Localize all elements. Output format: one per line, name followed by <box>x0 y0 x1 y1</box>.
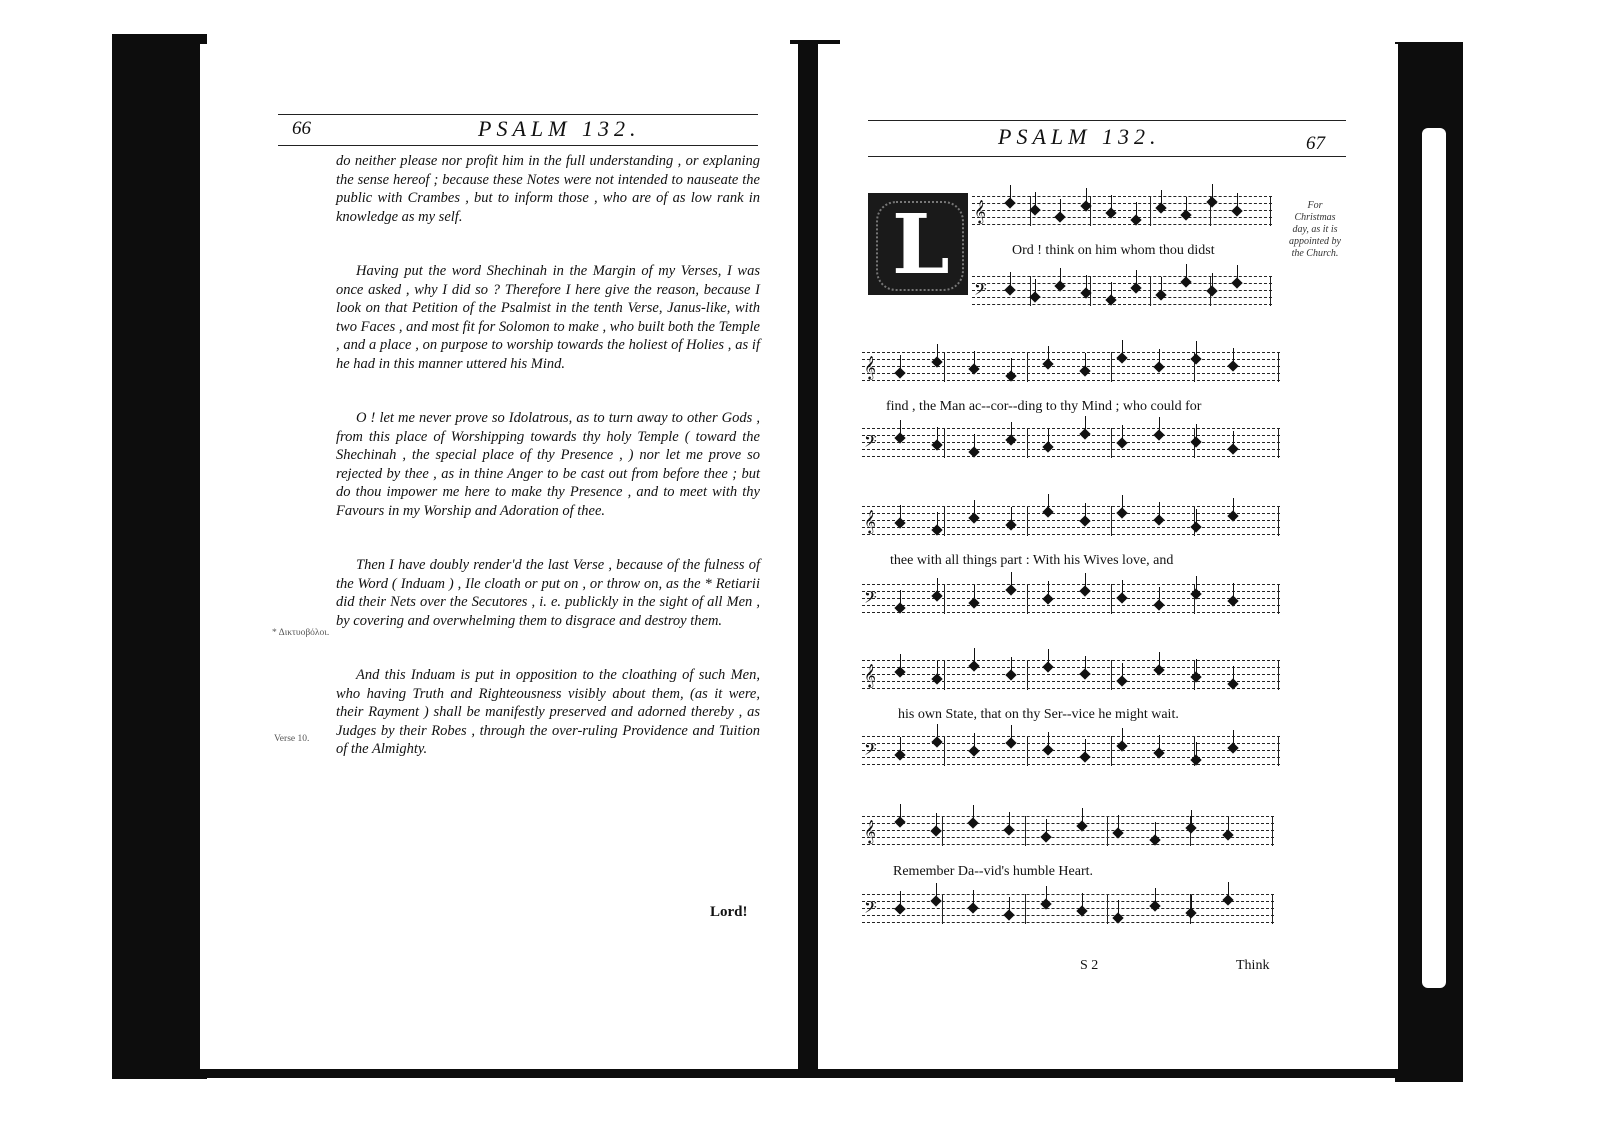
music-staff <box>862 736 1280 766</box>
clef-glyph: 𝄢 <box>864 431 877 455</box>
left-folio: 66 <box>292 118 311 139</box>
left-body-text <box>336 152 760 795</box>
music-staff <box>862 506 1280 536</box>
music-staff <box>862 660 1280 690</box>
clef-glyph: 𝄞 <box>864 509 876 533</box>
clef-glyph: 𝄞 <box>974 199 986 223</box>
music-staff <box>862 894 1274 924</box>
right-folio: 67 <box>1306 133 1325 154</box>
left-running-head: PSALM 132. <box>478 116 641 141</box>
clef-glyph: 𝄢 <box>864 739 877 763</box>
clef-glyph: 𝄢 <box>864 587 877 611</box>
ornamental-drop-cap <box>868 193 968 295</box>
paragraph-5: And this Induam is put in opposition to the cloathing of such Men, who having Truth and Righteousness visibly about them, (as it were, their Rayment ) shall be manifestly preserved and adorned thereby , as Judges by their Robes , through the over-ruling Providence and Tuition of the Almighty. <box>336 667 760 757</box>
header-rule-top <box>278 114 758 115</box>
paragraph-2: Having put the word Shechinah in the Margin of my Verses, I was once asked , why I did so ? Therefore I here give the reason, because I look on that Petition of the Psalmist in the tenth Verse, Janus-like, with two Faces , and most fit for Solomon to make , who built both the Temple , and a place , on purpose to worship towards the holiest of Holies , as if he had in this manner uttered his Mind. <box>336 263 760 372</box>
right-running-head: PSALM 132. <box>998 124 1161 149</box>
clef-glyph: 𝄞 <box>864 663 876 687</box>
music-staff <box>862 428 1280 458</box>
clef-glyph: 𝄞 <box>864 819 876 843</box>
right-header-rule-bottom <box>868 156 1346 157</box>
margin-note-greek: * Δικτυοβόλοι. <box>272 628 330 638</box>
music-staff <box>862 816 1274 846</box>
margin-note-verse: Verse 10. <box>274 734 310 744</box>
clef-glyph: 𝄢 <box>864 897 877 921</box>
music-staff <box>972 196 1272 226</box>
music-staff <box>862 584 1280 614</box>
lyrics-line-1: Ord ! think on him whom thou didst <box>1012 243 1215 258</box>
right-header-rule-top <box>868 120 1346 121</box>
lyrics-line-4: his own State, that on thy Ser--vice he might wait. <box>898 707 1179 722</box>
paragraph-4: Then I have doubly render'd the last Verse , because of the fulness of the Word ( Induam ) , Ile cloath or put on , or throw on, as the * Retiarii did their Nets over the Secutores , i. e. publickly in the sight of all Men , by covering and overwhelming them to disgrace and destroy them. <box>336 557 760 629</box>
drop-cap-letter: L <box>892 197 950 293</box>
music-staff <box>972 276 1272 306</box>
paragraph-3: O ! let me never prove so Idolatrous, as to turn away to other Gods , from this place of Worshipping towards thy holy Temple ( toward the Shechinah , the special place of thy Presence , ) nor let me prove so rejected by thee , as in thine Anger to be cast out from before thee ; but do thou impower me here to make thy Presence , and to meet with thy Favours in my Worship and Adoration of thee. <box>336 410 760 519</box>
right-catchword: Think <box>1236 958 1270 973</box>
clef-glyph: 𝄢 <box>974 279 987 303</box>
lyrics-line-5: Remember Da--vid's humble Heart. <box>893 864 1094 879</box>
book-cover-left <box>112 34 207 1079</box>
left-catchword: Lord! <box>710 904 748 920</box>
header-rule-bottom <box>278 145 758 146</box>
lyrics-line-2: find , the Man ac--cor--ding to thy Mind ; who could for <box>886 399 1202 414</box>
book-edge-highlight <box>1422 128 1446 988</box>
signature-mark: S 2 <box>1080 958 1099 973</box>
paragraph-1: do neither please nor profit him in the full understanding , or explaning the sense hereof ; because these Notes were not intended to nauseate the public with Crambes , but to inform those , who are of as low rank in knowledge as my self. <box>336 153 760 225</box>
lyrics-line-3: thee with all things part : With his Wives love, and <box>890 553 1174 568</box>
clef-glyph: 𝄞 <box>864 355 876 379</box>
liturgical-side-note: For Christmas day, as it is appointed by the Church. <box>1289 200 1341 259</box>
music-staff <box>862 352 1280 382</box>
